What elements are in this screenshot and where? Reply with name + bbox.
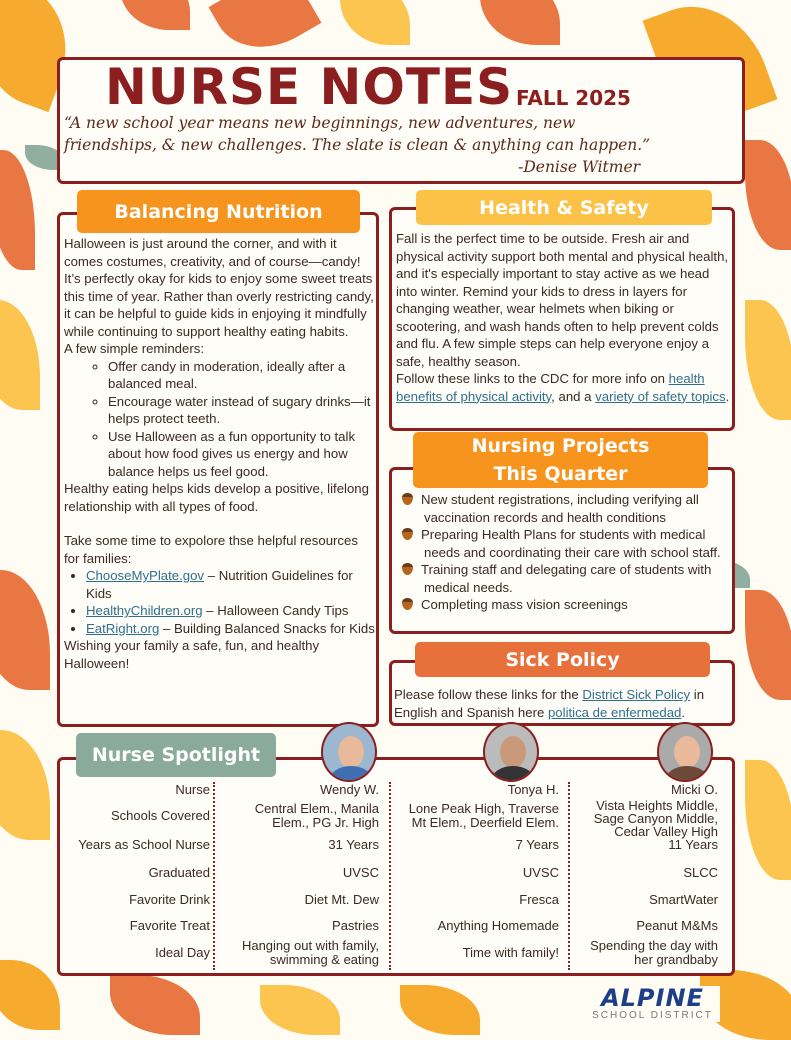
list-item — [402, 596, 732, 614]
table-cell: Hanging out with family, swimming & eating — [241, 938, 379, 967]
health-heading: Health & Safety — [416, 190, 712, 225]
item-text: New student registrations, including verifying all vaccination records and health conditions — [421, 492, 699, 525]
table-cell: 7 Years — [515, 837, 559, 852]
season-label: FALL 2025 — [516, 86, 631, 110]
sick-heading: Sick Policy — [415, 642, 710, 677]
reminders-list — [64, 358, 376, 481]
district-sick-policy-link[interactable]: District Sick Policy — [582, 687, 691, 702]
safety-topics-link[interactable]: variety of safety topics — [595, 388, 726, 404]
quote-line: friendships, & new challenges. The slate is clean & anything can happen.” — [64, 136, 651, 154]
table-cell: Anything Homemade — [437, 918, 559, 933]
table-cell: Diet Mt. Dew — [304, 892, 379, 907]
projects-content — [396, 491, 732, 614]
nurse-photo-micki — [657, 722, 713, 782]
column-divider — [213, 782, 215, 970]
sick-content — [394, 686, 732, 721]
table-cell: Micki O. — [671, 782, 718, 797]
resource-desc: – Halloween Candy Tips — [202, 603, 349, 618]
list-item: ◦ Use Halloween as a fun opportunity to talk about how food gives us energy and how balance helps us feel good. — [108, 428, 376, 481]
list-item: ◦ Offer candy in moderation, ideally after a balanced meal. — [108, 358, 376, 393]
table-cell: Tonya H. — [507, 782, 559, 797]
district-logo: ALPINE SCHOOL DISTRICT — [585, 986, 720, 1022]
table-cell: Fresca — [519, 892, 559, 907]
text: in English and Spanish here — [394, 687, 705, 720]
acorn-icon — [402, 563, 413, 575]
item-text: Completing mass vision screenings — [421, 597, 628, 612]
text: . — [681, 704, 686, 720]
column-divider — [389, 782, 391, 970]
acorn-icon — [402, 528, 413, 540]
resources-list — [64, 567, 376, 637]
nutrition-after: Healthy eating helps kids develop a positive, lifelong relationship with all types of food. — [64, 481, 369, 514]
nutrition-closing: Wishing your family a safe, fun, and healthy Halloween! — [64, 638, 320, 671]
spanish-policy-link[interactable]: politica de enfermedad — [547, 704, 682, 720]
item-text: Preparing Health Plans for students with medical needs and coordinating their care with school staff. — [421, 527, 721, 560]
table-cell: Time with family! — [462, 945, 559, 960]
resource-desc: – Nutrition Guidelines for Kids — [86, 568, 353, 601]
text: , and a — [551, 388, 596, 404]
table-cell: UVSC — [342, 865, 379, 880]
list-item — [402, 526, 732, 561]
heading-line: Nursing Projects — [471, 435, 650, 457]
table-cell: Peanut M&Ms — [636, 918, 718, 933]
health-links — [396, 370, 730, 405]
text: . — [725, 388, 730, 404]
resource-link[interactable]: EatRight.org — [86, 620, 160, 636]
spotlight-heading: Nurse Spotlight — [76, 733, 276, 777]
item-text: Training staff and delegating care of students with medical needs. — [421, 562, 712, 595]
row-label: Ideal Day — [155, 945, 210, 960]
list-item — [86, 567, 376, 602]
table-cell: Lone Peak High, Traverse Mt Elem., Deerfield Elem. — [408, 801, 559, 830]
health-body: Fall is the perfect time to be outside. Fresh air and physical activity support both mental and physical health, and it's especially important to stay active as we head into winter. Remind your kids to dress in layers for changing weather, wear helmets when biking or scootering, and wash hands often to help prevent colds and flu. A few simple steps can help everyone enjoy a safe, healthy season. — [396, 231, 729, 369]
nutrition-content — [64, 235, 376, 672]
resource-link[interactable]: HealthyChildren.org — [86, 603, 203, 618]
table-cell: Spending the day with her grandbaby — [590, 938, 718, 967]
list-item — [86, 602, 376, 620]
text: Please follow these links for the — [394, 687, 583, 702]
row-label: Schools Covered — [111, 808, 210, 823]
table-cell: Pastries — [332, 918, 379, 933]
quote — [64, 112, 650, 178]
quote-line: “A new school year means new beginnings, new adventures, new — [64, 114, 576, 132]
table-cell: 31 Years — [328, 837, 379, 852]
list-item: ◦ Encourage water instead of sugary drinks—it helps protect teeth. — [108, 393, 376, 428]
physical-activity-link[interactable]: health benefits of physical activity — [396, 371, 705, 404]
row-label: Nurse — [175, 782, 210, 797]
reminders-label: A few simple reminders: — [64, 341, 204, 356]
table-cell: Vista Heights Middle, Sage Canyon Middle, Cedar Valley High — [593, 798, 718, 839]
row-label: Favorite Drink — [129, 892, 210, 907]
row-label: Favorite Treat — [129, 918, 210, 933]
acorn-icon — [402, 493, 413, 505]
resource-link[interactable]: ChooseMyPlate.gov — [86, 568, 205, 583]
table-cell: SmartWater — [649, 892, 718, 907]
row-label: Graduated — [148, 865, 210, 880]
page-title: NURSE NOTES — [105, 58, 514, 116]
nurse-photo-tonya — [483, 722, 539, 782]
resource-desc: – Building Balanced Snacks for Kids — [159, 620, 375, 636]
health-content — [396, 230, 730, 405]
heading-line: This Quarter — [493, 463, 628, 485]
nutrition-intro: Halloween is just around the corner, and with it comes costumes, creativity, and of course—candy! It’s perfectly okay for kids to enjoy some sweet treats this time of year. Rather than overly restricting candy, it can be helpful to guide kids in enjoying it mindfully while continuing to support healthy eating habits. — [64, 236, 374, 339]
list-item — [402, 491, 732, 526]
table-cell: 11 Years — [668, 837, 718, 852]
table-cell: Wendy W. — [319, 782, 379, 797]
nutrition-heading: Balancing Nutrition — [77, 190, 360, 233]
list-item — [402, 561, 732, 596]
acorn-icon — [402, 598, 413, 610]
table-cell: SLCC — [683, 865, 718, 880]
table-cell: Central Elem., Manila Elem., PG Jr. High — [254, 801, 379, 830]
table-cell: UVSC — [522, 865, 559, 880]
row-label: Years as School Nurse — [78, 837, 210, 852]
projects-heading — [413, 432, 708, 488]
text: Follow these links to the CDC for more info on — [396, 371, 669, 386]
resources-intro: Take some time to expolore thse helpful resources for families: — [64, 533, 358, 566]
nurse-photo-wendy — [321, 722, 377, 782]
quote-author: -Denise Witmer — [518, 158, 641, 176]
list-item — [86, 620, 376, 638]
